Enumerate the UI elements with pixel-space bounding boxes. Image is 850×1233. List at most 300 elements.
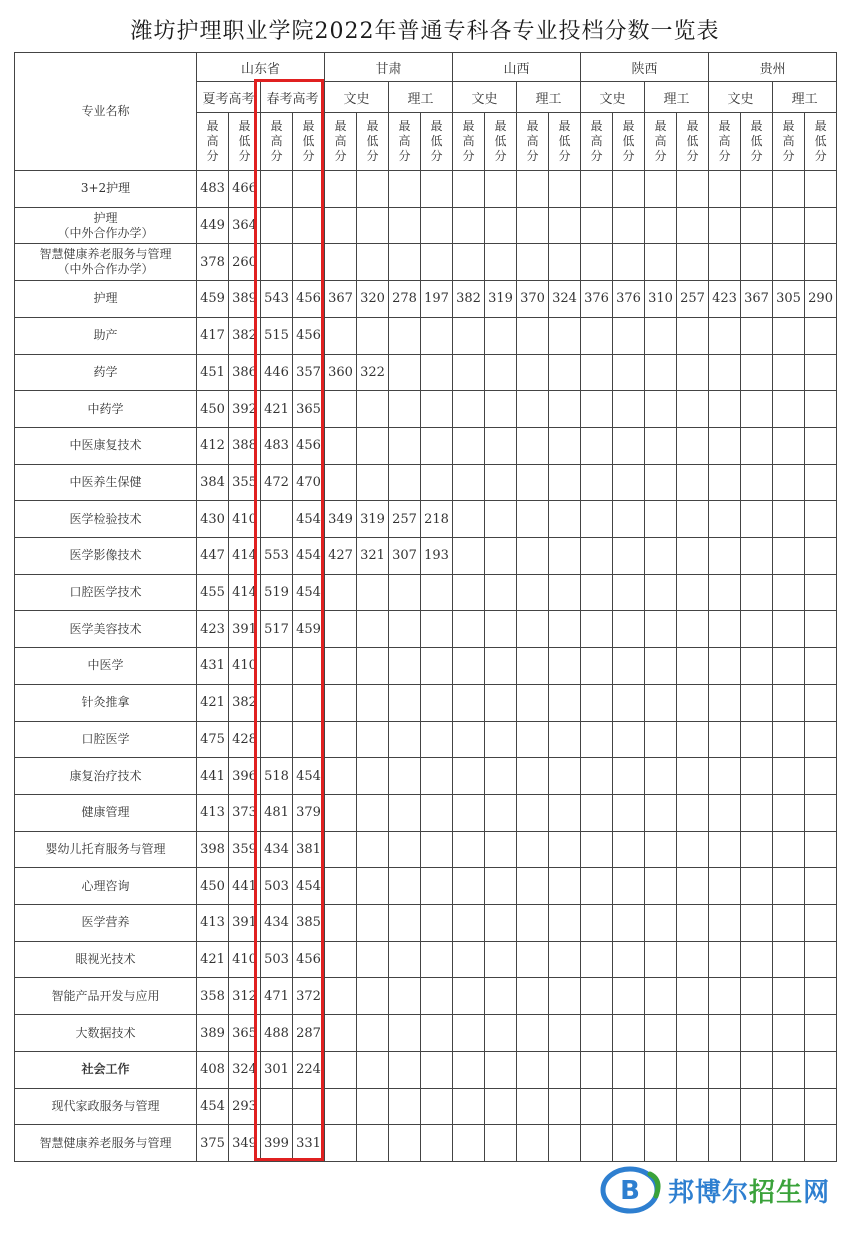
max-score-cell: 421 — [197, 684, 229, 721]
min-score-cell — [421, 1051, 453, 1088]
max-score-cell — [773, 538, 805, 575]
min-score-cell: 321 — [357, 538, 389, 575]
min-score-cell: 290 — [805, 281, 837, 318]
max-score-cell — [773, 317, 805, 354]
max-score-cell — [581, 1051, 613, 1088]
min-score-cell — [549, 1088, 581, 1125]
min-score-cell — [421, 684, 453, 721]
max-score-cell — [325, 1088, 357, 1125]
major-name: 中医养生保健 — [15, 464, 197, 501]
min-score-cell — [613, 427, 645, 464]
min-score-cell — [485, 868, 517, 905]
min-score-cell — [805, 464, 837, 501]
min-score-cell: 364 — [229, 207, 261, 244]
min-score-cell — [613, 648, 645, 685]
max-score-cell — [517, 684, 549, 721]
min-score-cell — [613, 244, 645, 281]
min-score-cell — [421, 354, 453, 391]
max-score-cell — [773, 501, 805, 538]
max-score-cell — [389, 648, 421, 685]
max-score-cell — [261, 721, 293, 758]
max-score-cell — [517, 1125, 549, 1162]
min-score-header: 最 低 分 — [485, 113, 517, 171]
max-score-cell — [709, 171, 741, 208]
min-score-cell: 257 — [677, 281, 709, 318]
max-score-cell — [325, 868, 357, 905]
max-score-cell — [581, 354, 613, 391]
max-score-cell — [645, 464, 677, 501]
max-score-cell — [517, 648, 549, 685]
min-score-header: 最 低 分 — [229, 113, 261, 171]
min-score-cell — [805, 905, 837, 942]
min-score-cell: 441 — [229, 868, 261, 905]
min-score-cell: 224 — [293, 1051, 325, 1088]
min-score-cell — [549, 354, 581, 391]
min-score-cell — [613, 1015, 645, 1052]
max-score-cell — [453, 758, 485, 795]
max-score-cell — [645, 648, 677, 685]
min-score-cell — [485, 941, 517, 978]
max-score-cell — [709, 1088, 741, 1125]
table-row — [15, 905, 837, 942]
max-score-cell — [581, 427, 613, 464]
max-score-cell — [517, 1088, 549, 1125]
min-score-cell — [741, 721, 773, 758]
min-score-cell — [485, 1051, 517, 1088]
min-score-cell — [741, 464, 773, 501]
max-score-cell — [261, 171, 293, 208]
max-score-cell — [517, 721, 549, 758]
min-score-cell: 287 — [293, 1015, 325, 1052]
max-score-cell: 488 — [261, 1015, 293, 1052]
major-name: 助产 — [15, 317, 197, 354]
min-score-cell — [485, 501, 517, 538]
max-score-cell — [581, 941, 613, 978]
max-score-cell — [517, 1051, 549, 1088]
max-score-cell — [389, 905, 421, 942]
max-score-cell — [453, 611, 485, 648]
max-score-cell: 367 — [325, 281, 357, 318]
min-score-cell — [805, 1125, 837, 1162]
max-score-cell — [773, 354, 805, 391]
min-score-cell — [613, 501, 645, 538]
min-score-cell — [741, 905, 773, 942]
min-score-cell — [485, 427, 517, 464]
min-score-cell: 391 — [229, 905, 261, 942]
max-score-cell — [517, 244, 549, 281]
max-score-cell — [325, 427, 357, 464]
track-header: 文史 — [581, 82, 645, 113]
min-score-cell: 357 — [293, 354, 325, 391]
min-score-cell — [677, 317, 709, 354]
min-score-cell — [421, 794, 453, 831]
major-name: 大数据技术 — [15, 1015, 197, 1052]
track-header: 文史 — [325, 82, 389, 113]
max-score-cell — [389, 464, 421, 501]
min-score-cell — [293, 648, 325, 685]
max-score-cell — [709, 427, 741, 464]
max-score-cell: 307 — [389, 538, 421, 575]
min-score-cell — [549, 1125, 581, 1162]
min-score-cell — [357, 574, 389, 611]
max-score-cell — [453, 684, 485, 721]
max-score-cell — [453, 244, 485, 281]
max-score-cell: 408 — [197, 1051, 229, 1088]
max-score-cell — [453, 721, 485, 758]
min-score-cell — [357, 905, 389, 942]
max-score-cell: 518 — [261, 758, 293, 795]
min-score-cell — [805, 648, 837, 685]
max-score-cell — [581, 574, 613, 611]
max-score-cell: 441 — [197, 758, 229, 795]
max-score-cell — [773, 868, 805, 905]
table-row — [15, 1051, 837, 1088]
min-score-cell — [805, 391, 837, 428]
min-score-cell — [613, 1125, 645, 1162]
min-score-cell — [421, 464, 453, 501]
max-score-cell — [453, 978, 485, 1015]
max-score-cell — [389, 354, 421, 391]
min-score-cell: 454 — [293, 574, 325, 611]
min-score-cell: 454 — [293, 758, 325, 795]
min-score-cell — [485, 1088, 517, 1125]
max-score-cell — [709, 391, 741, 428]
min-score-cell: 456 — [293, 941, 325, 978]
max-score-cell — [389, 244, 421, 281]
max-score-cell — [517, 354, 549, 391]
max-score-cell: 434 — [261, 831, 293, 868]
min-score-cell — [357, 207, 389, 244]
max-score-cell: 553 — [261, 538, 293, 575]
table-row — [15, 794, 837, 831]
max-score-cell: 389 — [197, 1015, 229, 1052]
min-score-cell — [677, 1125, 709, 1162]
min-score-cell — [805, 171, 837, 208]
max-score-cell — [453, 648, 485, 685]
max-score-cell — [581, 794, 613, 831]
max-score-cell — [645, 684, 677, 721]
max-score-cell — [389, 391, 421, 428]
table-row — [15, 538, 837, 575]
min-score-cell — [677, 684, 709, 721]
max-score-cell: 434 — [261, 905, 293, 942]
min-score-cell — [805, 868, 837, 905]
min-score-cell: 456 — [293, 281, 325, 318]
table-row — [15, 684, 837, 721]
max-score-cell — [581, 538, 613, 575]
min-score-cell — [421, 941, 453, 978]
max-score-cell — [709, 574, 741, 611]
table-row — [15, 427, 837, 464]
max-score-cell — [773, 721, 805, 758]
track-header: 文史 — [453, 82, 517, 113]
max-score-cell: 376 — [581, 281, 613, 318]
max-score-cell — [709, 1125, 741, 1162]
min-score-cell — [677, 501, 709, 538]
major-name: 健康管理 — [15, 794, 197, 831]
max-score-cell — [389, 317, 421, 354]
max-score-header: 最 高 分 — [773, 113, 805, 171]
max-score-cell — [773, 905, 805, 942]
max-score-cell — [709, 794, 741, 831]
min-score-cell — [549, 171, 581, 208]
min-score-cell — [549, 868, 581, 905]
max-score-cell — [517, 905, 549, 942]
min-score-cell — [421, 611, 453, 648]
min-score-cell — [677, 244, 709, 281]
min-score-cell — [741, 207, 773, 244]
max-score-cell — [581, 648, 613, 685]
max-score-cell — [773, 978, 805, 1015]
table-row — [15, 574, 837, 611]
min-score-cell — [741, 317, 773, 354]
min-score-cell — [357, 831, 389, 868]
min-score-cell — [357, 794, 389, 831]
min-score-cell — [549, 464, 581, 501]
max-score-cell — [389, 1015, 421, 1052]
max-score-header: 最 高 分 — [581, 113, 613, 171]
max-score-cell — [325, 1125, 357, 1162]
max-score-cell: 399 — [261, 1125, 293, 1162]
max-score-cell — [453, 317, 485, 354]
min-score-cell — [613, 1088, 645, 1125]
min-score-cell: 365 — [229, 1015, 261, 1052]
min-score-cell — [485, 611, 517, 648]
min-score-cell: 381 — [293, 831, 325, 868]
max-score-cell: 412 — [197, 427, 229, 464]
min-score-cell — [677, 758, 709, 795]
min-score-cell — [677, 611, 709, 648]
max-score-cell: 257 — [389, 501, 421, 538]
max-score-cell — [709, 501, 741, 538]
table-row — [15, 244, 837, 281]
min-score-cell: 459 — [293, 611, 325, 648]
min-score-cell — [357, 464, 389, 501]
max-score-cell — [453, 574, 485, 611]
table-row — [15, 171, 837, 208]
min-score-cell — [421, 905, 453, 942]
max-score-cell — [709, 244, 741, 281]
min-score-cell — [805, 758, 837, 795]
min-score-cell — [421, 831, 453, 868]
min-score-cell — [421, 1015, 453, 1052]
max-score-cell — [389, 611, 421, 648]
score-table — [14, 52, 837, 1162]
min-score-cell — [613, 831, 645, 868]
max-score-cell — [325, 905, 357, 942]
max-score-cell — [645, 427, 677, 464]
max-score-cell — [453, 1015, 485, 1052]
max-score-cell — [645, 831, 677, 868]
min-score-cell — [805, 317, 837, 354]
max-score-cell — [773, 941, 805, 978]
min-score-cell — [357, 611, 389, 648]
max-score-cell: 382 — [453, 281, 485, 318]
min-score-cell — [421, 868, 453, 905]
min-score-cell — [421, 391, 453, 428]
max-score-cell — [773, 207, 805, 244]
track-header: 理工 — [517, 82, 581, 113]
max-score-cell — [517, 171, 549, 208]
max-score-cell — [517, 501, 549, 538]
min-score-cell — [293, 721, 325, 758]
min-score-cell — [677, 171, 709, 208]
min-score-cell — [549, 1015, 581, 1052]
max-score-cell — [581, 501, 613, 538]
min-score-cell — [805, 574, 837, 611]
min-score-cell — [421, 427, 453, 464]
min-score-cell — [421, 244, 453, 281]
track-header: 理工 — [773, 82, 837, 113]
max-score-cell — [517, 317, 549, 354]
max-score-cell — [517, 611, 549, 648]
min-score-cell — [677, 978, 709, 1015]
min-score-cell — [805, 538, 837, 575]
max-score-cell — [581, 1088, 613, 1125]
min-score-cell — [805, 501, 837, 538]
max-score-cell: 378 — [197, 244, 229, 281]
major-name: 口腔医学 — [15, 721, 197, 758]
max-score-cell — [325, 171, 357, 208]
major-header: 专业名称 — [15, 53, 197, 171]
page-title: 潍坊护理职业学院2022年普通专科各专业投档分数一览表 — [130, 19, 720, 44]
min-score-header: 最 低 分 — [293, 113, 325, 171]
min-score-cell — [741, 538, 773, 575]
min-score-cell — [549, 317, 581, 354]
max-score-cell — [645, 501, 677, 538]
min-score-cell — [357, 391, 389, 428]
min-score-cell — [613, 868, 645, 905]
max-score-cell — [517, 1015, 549, 1052]
max-score-cell: 413 — [197, 794, 229, 831]
major-name: 医学检验技术 — [15, 501, 197, 538]
major-name: 药学 — [15, 354, 197, 391]
min-score-cell — [613, 207, 645, 244]
max-score-cell: 459 — [197, 281, 229, 318]
major-name: 现代家政服务与管理 — [15, 1088, 197, 1125]
major-name: 中医康复技术 — [15, 427, 197, 464]
max-score-cell — [453, 794, 485, 831]
max-score-cell — [453, 391, 485, 428]
track-header: 文史 — [709, 82, 773, 113]
min-score-cell — [741, 391, 773, 428]
max-score-cell — [581, 244, 613, 281]
min-score-cell: 410 — [229, 648, 261, 685]
max-score-cell — [773, 1051, 805, 1088]
max-score-cell: 481 — [261, 794, 293, 831]
min-score-cell — [293, 207, 325, 244]
major-name: 中医学 — [15, 648, 197, 685]
max-score-cell: 375 — [197, 1125, 229, 1162]
max-score-cell — [261, 684, 293, 721]
min-score-cell: 365 — [293, 391, 325, 428]
max-score-cell — [389, 207, 421, 244]
max-score-cell — [261, 501, 293, 538]
min-score-cell — [357, 1051, 389, 1088]
max-score-cell — [709, 721, 741, 758]
max-score-cell — [645, 978, 677, 1015]
min-score-cell — [293, 684, 325, 721]
min-score-cell — [485, 354, 517, 391]
min-score-cell — [357, 941, 389, 978]
max-score-cell — [773, 391, 805, 428]
max-score-cell — [453, 941, 485, 978]
min-score-cell — [485, 244, 517, 281]
min-score-cell — [357, 1015, 389, 1052]
max-score-cell — [389, 758, 421, 795]
max-score-cell: 454 — [197, 1088, 229, 1125]
min-score-cell — [293, 171, 325, 208]
max-score-header: 最 高 分 — [197, 113, 229, 171]
max-score-cell — [389, 171, 421, 208]
min-score-cell: 386 — [229, 354, 261, 391]
major-name: 社会工作 — [15, 1051, 197, 1088]
min-score-header: 最 低 分 — [805, 113, 837, 171]
track-header: 夏考高考 — [197, 82, 261, 113]
min-score-cell — [357, 1088, 389, 1125]
min-score-cell: 454 — [293, 501, 325, 538]
min-score-cell — [421, 1125, 453, 1162]
min-score-cell: 456 — [293, 317, 325, 354]
max-score-cell: 483 — [261, 427, 293, 464]
min-score-cell — [613, 391, 645, 428]
min-score-cell — [677, 905, 709, 942]
max-score-cell — [645, 1125, 677, 1162]
max-score-cell — [453, 427, 485, 464]
min-score-cell — [677, 1088, 709, 1125]
min-score-cell — [677, 427, 709, 464]
min-score-cell: 324 — [549, 281, 581, 318]
max-score-cell — [709, 648, 741, 685]
min-score-cell — [357, 978, 389, 1015]
max-score-cell: 349 — [325, 501, 357, 538]
max-score-cell — [581, 207, 613, 244]
max-score-cell — [709, 1051, 741, 1088]
min-score-cell — [293, 244, 325, 281]
major-name: 护理 — [15, 281, 197, 318]
min-score-cell — [485, 1015, 517, 1052]
table-row — [15, 281, 837, 318]
min-score-cell — [805, 794, 837, 831]
min-score-cell — [613, 721, 645, 758]
table-row — [15, 501, 837, 538]
major-name: 针灸推拿 — [15, 684, 197, 721]
max-score-cell — [645, 721, 677, 758]
max-score-cell — [389, 978, 421, 1015]
table-row — [15, 1125, 837, 1162]
max-score-cell — [453, 905, 485, 942]
max-score-cell — [453, 354, 485, 391]
min-score-cell — [293, 1088, 325, 1125]
max-score-cell — [709, 207, 741, 244]
min-score-cell — [549, 905, 581, 942]
max-score-cell: 358 — [197, 978, 229, 1015]
max-score-cell: 310 — [645, 281, 677, 318]
max-score-cell: 449 — [197, 207, 229, 244]
min-score-cell — [741, 941, 773, 978]
max-score-cell — [645, 244, 677, 281]
min-score-cell — [677, 941, 709, 978]
table-row — [15, 648, 837, 685]
min-score-cell — [805, 611, 837, 648]
min-score-cell — [805, 1051, 837, 1088]
min-score-cell — [613, 794, 645, 831]
min-score-header: 最 低 分 — [677, 113, 709, 171]
max-score-cell: 519 — [261, 574, 293, 611]
max-score-cell — [453, 464, 485, 501]
min-score-cell — [357, 171, 389, 208]
min-score-cell — [677, 1015, 709, 1052]
